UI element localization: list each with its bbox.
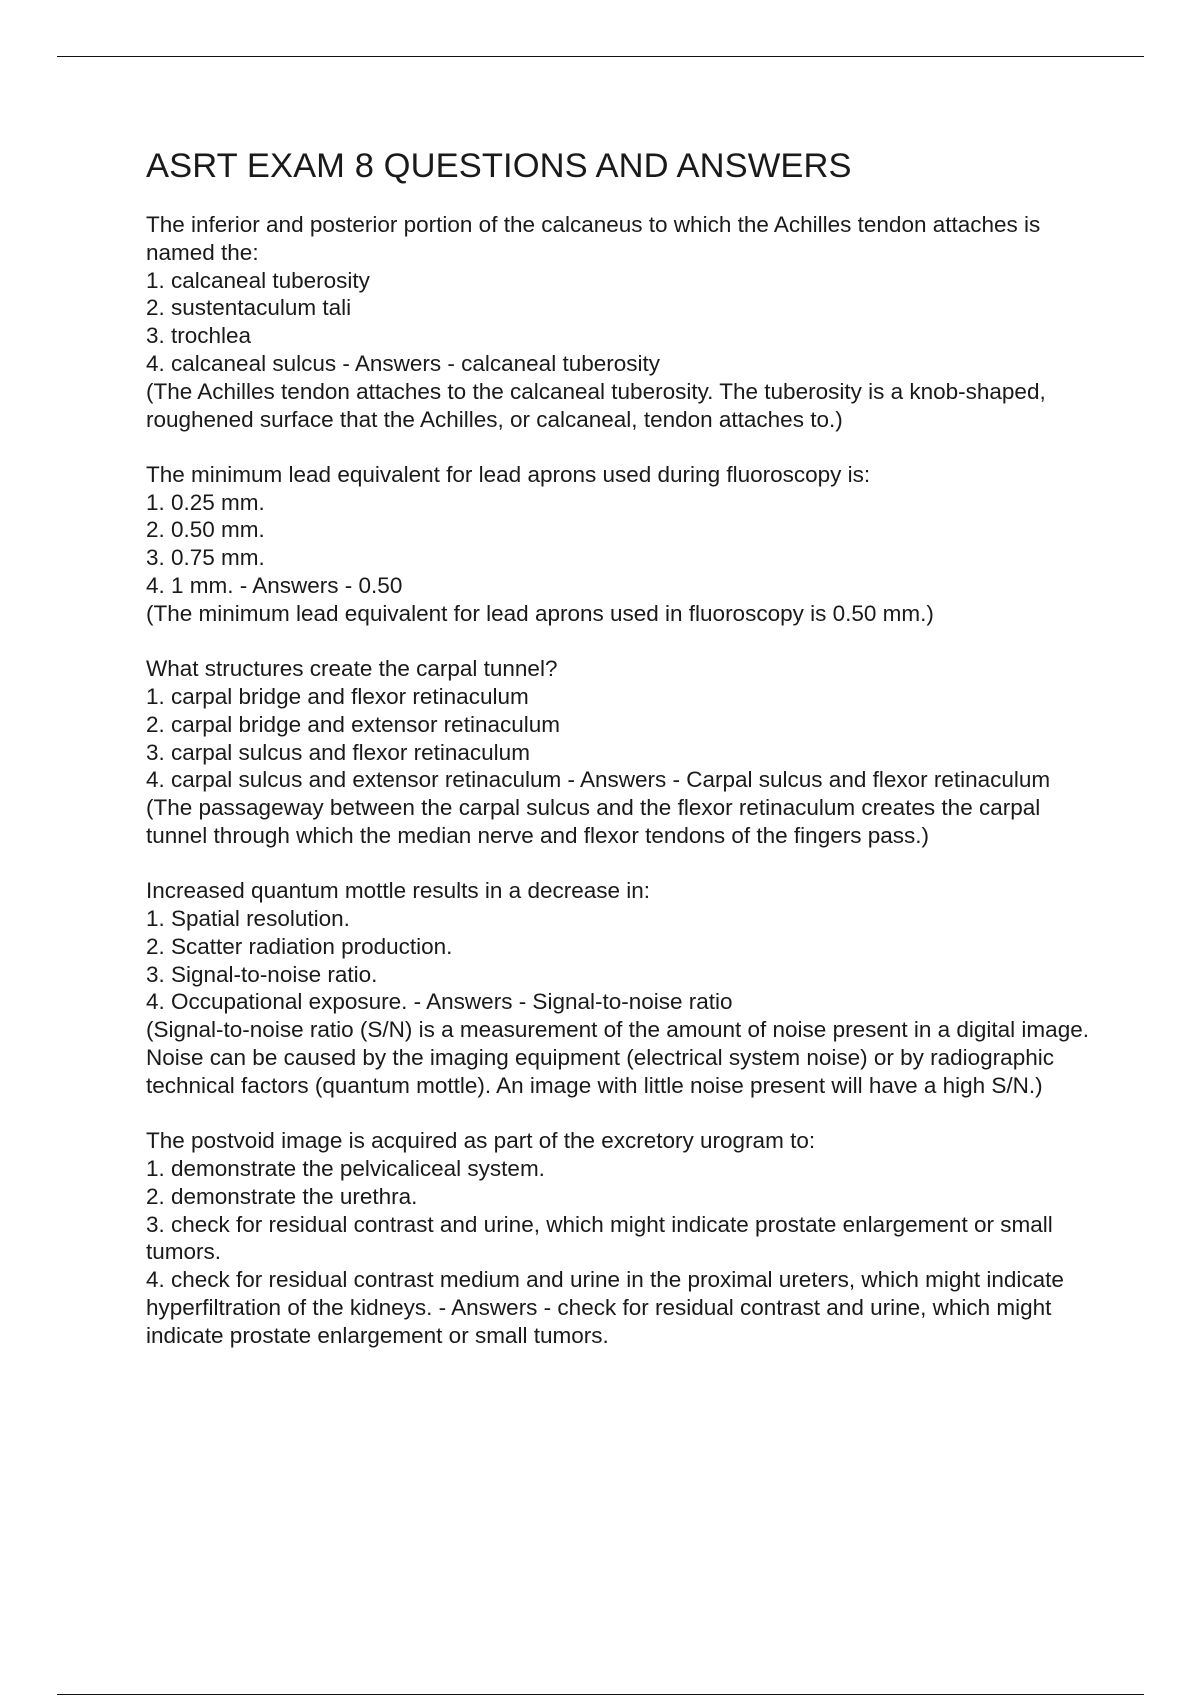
header-rule xyxy=(57,56,1144,57)
answer-option: 2. demonstrate the urethra. xyxy=(146,1183,418,1209)
question-block xyxy=(146,1127,1096,1349)
answer-option: 4. 1 mm. - Answers - 0.50 xyxy=(146,573,403,599)
document-title: ASRT EXAM 8 QUESTIONS AND ANSWERS xyxy=(146,147,852,185)
answer-option: 3. check for residual contrast and urine, which might indicate prostate enlargement or small tumors. xyxy=(146,1211,1053,1265)
answer-option: 2. carpal bridge and extensor retinaculum xyxy=(146,711,560,737)
answer-option: 4. carpal sulcus and extensor retinaculum - Answers - Carpal sulcus and flexor retinaculum xyxy=(146,767,1051,793)
answer-option: 3. trochlea xyxy=(146,323,252,349)
answer-option: 3. 0.75 mm. xyxy=(146,545,265,571)
answer-option: 1. Spatial resolution. xyxy=(146,906,350,932)
answer-option: 3. carpal sulcus and flexor retinaculum xyxy=(146,739,530,765)
answer-option: 4. check for residual contrast medium and urine in the proximal ureters, which might indicate hyperfiltration of the kidneys. - Answers - check for residual contrast and urine, which might indicate prostate enlargement or small tumors. xyxy=(146,1267,1064,1348)
question-stem: What structures create the carpal tunnel? xyxy=(146,656,558,682)
document-body xyxy=(146,142,1096,1377)
question-block xyxy=(146,461,1096,628)
answer-option: 2. Scatter radiation production. xyxy=(146,933,453,959)
answer-option: 1. 0.25 mm. xyxy=(146,489,265,515)
question-stem: The inferior and posterior portion of the calcaneus to which the Achilles tendon attaches is named the: xyxy=(146,212,1041,265)
question-stem: Increased quantum mottle results in a decrease in: xyxy=(146,878,651,904)
answer-explanation: (The minimum lead equivalent for lead aprons used in fluoroscopy is 0.50 mm.) xyxy=(146,600,934,626)
answer-option: 2. 0.50 mm. xyxy=(146,517,265,543)
question-block xyxy=(146,655,1096,850)
answer-option: 4. calcaneal sulcus - Answers - calcaneal tuberosity xyxy=(146,350,660,376)
question-stem: The minimum lead equivalent for lead aprons used during fluoroscopy is: xyxy=(146,461,871,487)
answer-explanation: (The Achilles tendon attaches to the calcaneal tuberosity. The tuberosity is a knob-shaped, roughened surface that the Achilles, or calcaneal, tendon attaches to.) xyxy=(146,378,1046,432)
answer-explanation: (The passageway between the carpal sulcus and the flexor retinaculum creates the carpal tunnel through which the median nerve and flexor tendons of the fingers pass.) xyxy=(146,795,1041,848)
question-stem: The postvoid image is acquired as part of the excretory urogram to: xyxy=(146,1128,816,1154)
answer-option: 4. Occupational exposure. - Answers - Signal-to-noise ratio xyxy=(146,989,733,1015)
question-block xyxy=(146,877,1096,1099)
answer-option: 3. Signal-to-noise ratio. xyxy=(146,961,378,987)
footer-rule xyxy=(57,1694,1144,1695)
answer-option: 1. demonstrate the pelvicaliceal system. xyxy=(146,1155,545,1181)
answer-explanation: (Signal-to-noise ratio (S/N) is a measurement of the amount of noise present in a digital image. Noise can be caused by the imaging equipment (electrical system noise) or by radiographic technical factors (quantum mottle). An image with little noise present will have a high S/N.) xyxy=(146,1017,1089,1098)
answer-option: 2. sustentaculum tali xyxy=(146,295,352,321)
question-block xyxy=(146,211,1096,433)
answer-option: 1. calcaneal tuberosity xyxy=(146,267,370,293)
answer-option: 1. carpal bridge and flexor retinaculum xyxy=(146,683,529,709)
